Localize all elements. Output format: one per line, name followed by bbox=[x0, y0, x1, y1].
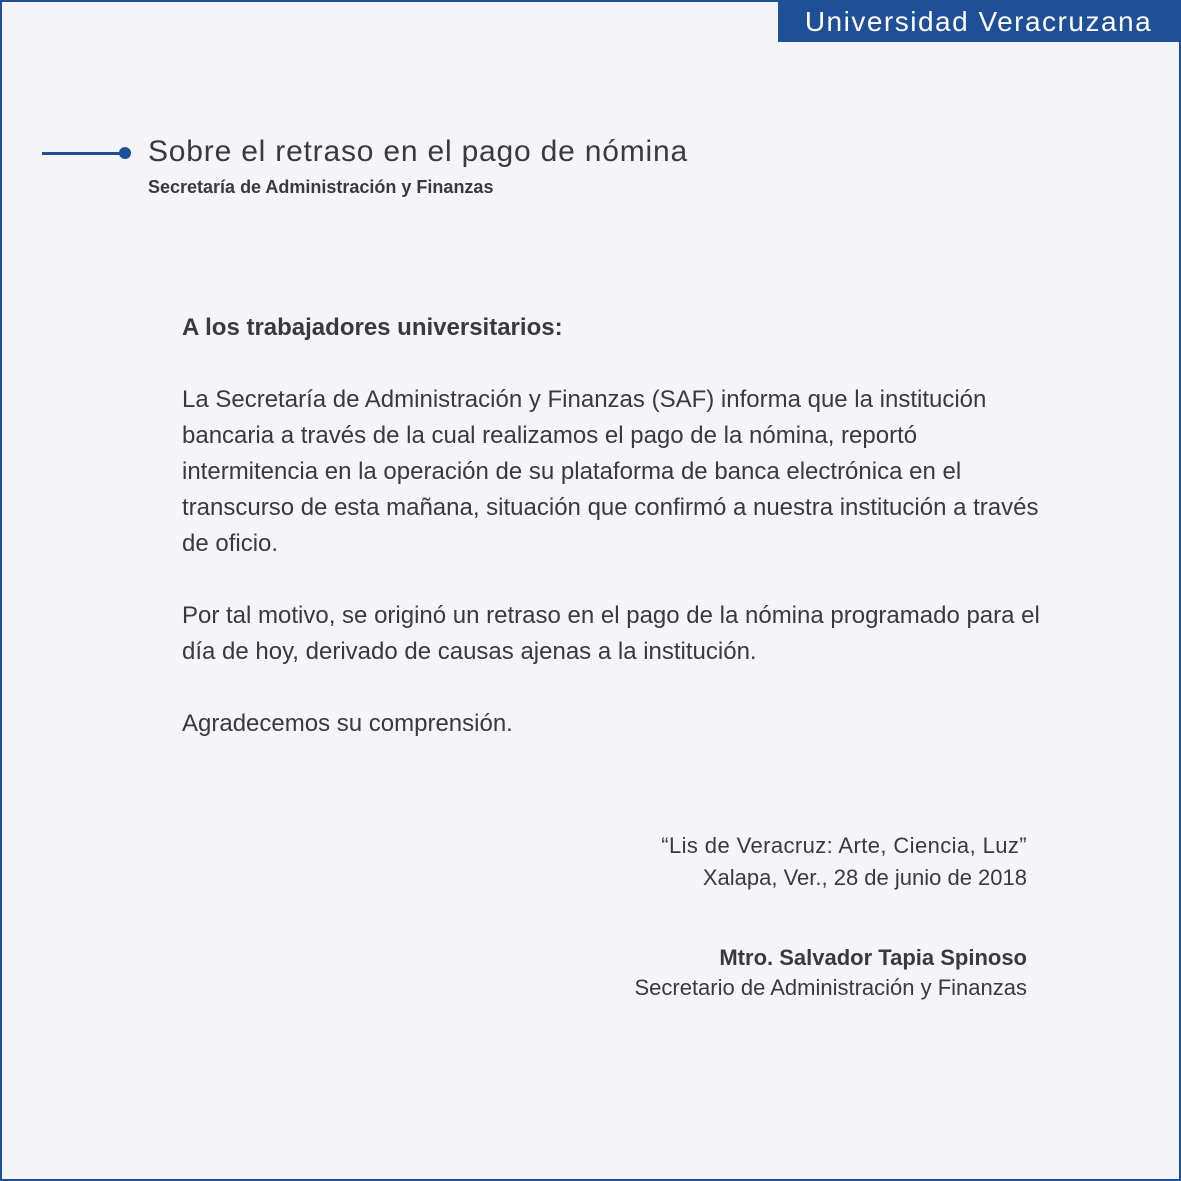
title-accent-line bbox=[42, 152, 120, 155]
signer-name: Mtro. Salvador Tapia Spinoso bbox=[719, 945, 1027, 970]
page-subtitle: Secretaría de Administración y Finanzas bbox=[148, 177, 494, 197]
letter-paragraph-1: La Secretaría de Administración y Finanzas (SAF) informa que la institución bancaria a través de la cual realizamos el pago de la nómina, reportó intermitencia en la operación de su plataforma de banca electrónica en el transcurso de esta mañana, situación que confirmó a nuestra institución a través de oficio. bbox=[182, 386, 1039, 557]
letter-closing bbox=[661, 830, 1027, 894]
title-accent-dot bbox=[119, 147, 131, 159]
institutional-motto: “Lis de Veracruz: Arte, Ciencia, Luz” bbox=[661, 833, 1027, 858]
letter-signature bbox=[634, 942, 1027, 1002]
page-title: Sobre el retraso en el pago de nómina bbox=[148, 135, 688, 168]
letter-greeting: A los trabajadores universitarios: bbox=[182, 314, 563, 341]
letter-paragraph-3: Agradecemos su comprensión. bbox=[182, 710, 513, 737]
place-and-date: Xalapa, Ver., 28 de junio de 2018 bbox=[702, 865, 1027, 890]
letter-paragraph-2: Por tal motivo, se originó un retraso en el pago de la nómina programado para el día de hoy, derivado de causas ajenas a la institución. bbox=[182, 602, 1040, 665]
letter-body bbox=[182, 310, 1042, 778]
signer-title: Secretario de Administración y Finanzas bbox=[634, 975, 1027, 1000]
university-brand-bar: Universidad Veracruzana bbox=[778, 2, 1179, 42]
